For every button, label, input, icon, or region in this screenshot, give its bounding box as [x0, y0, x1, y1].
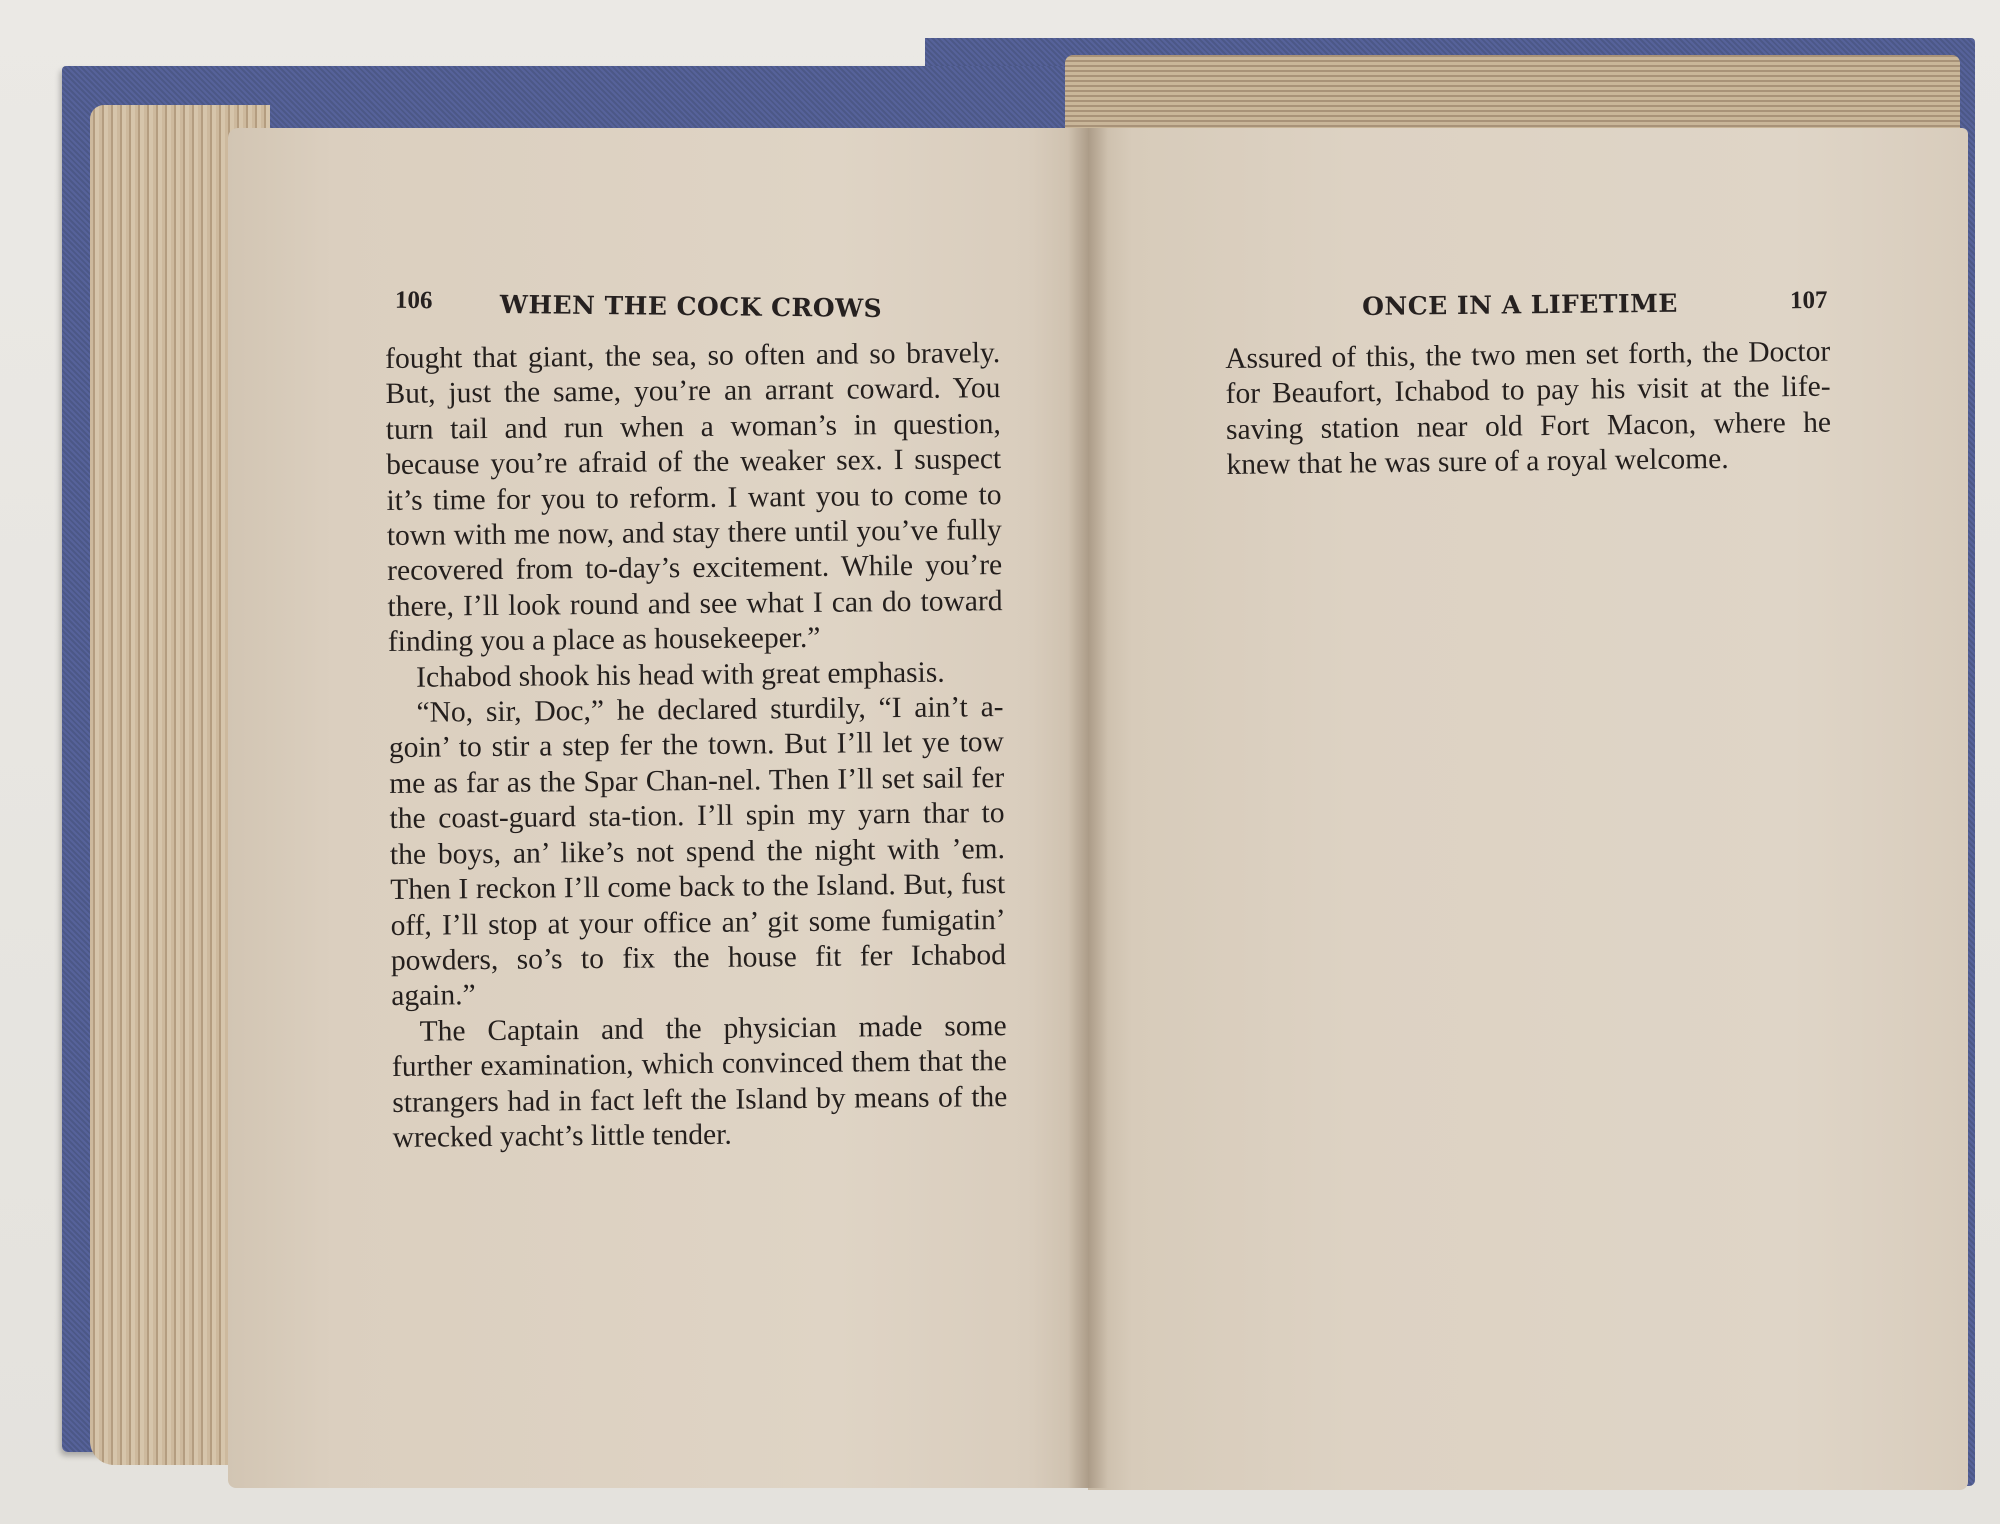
- book-gutter: [1068, 128, 1108, 1488]
- paragraph: Assured of this, the two men set forth, the Doctor for Beaufort, Ichabod to pay his visit at the life-saving station near old Fort Macon, where he knew that he was sure of a royal welcome.: [1225, 335, 1832, 482]
- paragraph: fought that giant, the sea, so often and so bravely. But, just the same, you’re an arrant coward. You turn tail and run when a woman’s in question, because you’re afraid of the weaker sex. I suspect it’s time for you to reform. I want you to come to town with me now, and stay there until you’ve fully recovered from to-day’s excitement. While you’re there, I’ll look round and see what I can do toward finding you a place as housekeeper.”: [385, 337, 1003, 659]
- left-running-head: WHEN THE COCK CROWS: [499, 290, 883, 324]
- right-page: [1088, 128, 1968, 1490]
- paragraph: Ichabod shook his head with great emphasis.: [416, 656, 945, 694]
- left-page-text: [385, 336, 1008, 1156]
- right-running-head: ONCE IN A LIFETIME: [1362, 288, 1679, 321]
- left-page-number: 106: [394, 286, 433, 315]
- paragraph: The Captain and the physician made some further examination, which convinced them that the strangers had in fact left the Island by means of the wrecked yacht’s little tender.: [391, 1009, 1008, 1154]
- right-page-text: [1225, 335, 1832, 484]
- paragraph: “No, sir, Doc,” he declared sturdily, “I ain’t a-goin’ to stir a step fer the town. But I’ll let ye tow me as far as the Spar Chan-nel. Then I’ll set sail fer the coast-guard sta-tion. I’ll spin my yarn thar to the boys, an’ like’s not spend the night with ’em. Then I reckon I’ll come back to the Island. But, fust off, I’ll stop at your office an’ git some fumigatin’ powders, so’s to fix the house fit fer Ichabod again.”: [388, 691, 1007, 1013]
- right-page-number: 107: [1789, 286, 1828, 315]
